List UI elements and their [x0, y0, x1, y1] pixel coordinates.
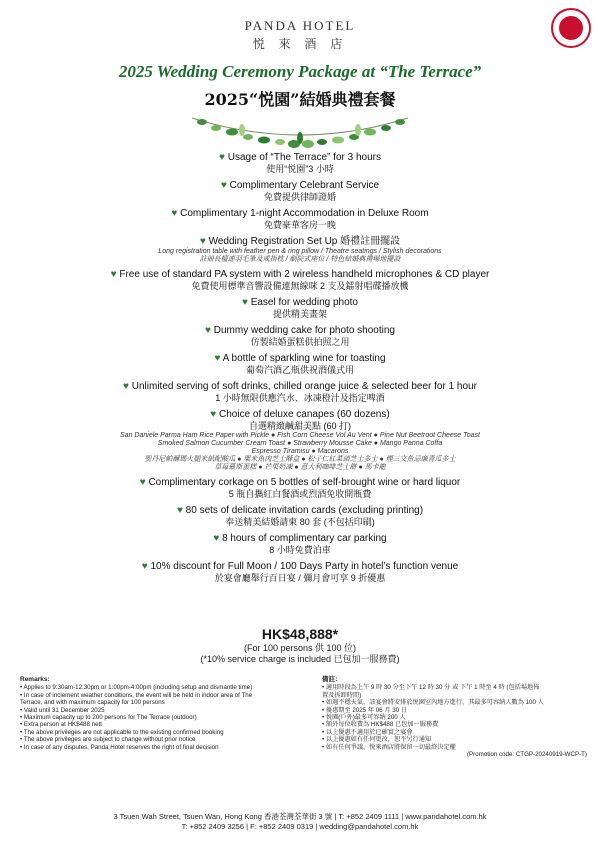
remarks-en [20, 676, 300, 751]
footer-contact-line: T: +852 2409 3256 | F: +852 2409 0319 | wedding@pandahotel.com.hk [181, 822, 419, 831]
heart-bullet-icon: ♥ [139, 477, 146, 488]
remark-line: • Maximum capacity up to 200 persons for The Terrace (outdoor) [20, 714, 197, 722]
price-block [0, 626, 600, 665]
heart-bullet-icon: ♥ [219, 152, 225, 163]
remark-line: • 如遇不穩天氣，該宴會將安排於悦園室內地方進行，其最多可容納人數為 100 人 [322, 699, 544, 707]
remark-line: • Valid until 31 December 2025 [20, 706, 105, 714]
leaf-garland-icon [182, 110, 418, 152]
heart-bullet-icon: ♥ [241, 297, 248, 308]
list-item: ♥ Free use of standard PA system with 2 wireless handheld microphones & CD player 免費使用標準音響設備連無線咪 2 支及鐳射唱碟播放機 [110, 269, 490, 291]
heart-bullet-icon: ♥ [220, 180, 227, 191]
award-badge-icon [551, 8, 591, 48]
price-persons: (For 100 persons 供 100 位) [243, 643, 357, 653]
list-item: ♥ 10% discount for Full Moon / 100 Days Party in hotel’s function venue 於宴會廳舉行百日宴 / 彌月會可享 9 折優惠 [141, 561, 459, 583]
list-item: ♥ Wedding Registration Set Up 婚禮註冊擺設 Long registration table with feather pen & ring pillow / Theatre seatings / Stylish decorations 註冊長檯連羽毛筆及戒指枕 / 劇院式座位 / 特色結婚典禮場地擺設 [158, 236, 442, 263]
remarks-heading: Remarks: [20, 676, 50, 683]
remark-line: • 如有任何爭議，悦來酒店將保留一切最終決定權 [322, 743, 456, 751]
list-item: ♥ 8 hours of complimentary car parking 8 小時免費泊車 [213, 533, 387, 555]
heart-bullet-icon: ♥ [214, 353, 221, 364]
remark-line: • Extra person at HK$488 nett [20, 721, 102, 729]
price-service-charge: (*10% service charge is included 已包加一服務費) [200, 654, 400, 664]
list-item: ♥ Usage of “The Terrace” for 3 hours 使用“悦園”3 小時 [219, 152, 381, 174]
heart-bullet-icon: ♥ [176, 505, 183, 516]
remark-line: 置及拆卸時間) [322, 691, 362, 699]
remark-line: • Applies to 9:30am-12:30pm or 1:00pm-4:00pm (including setup and dismantle time) [20, 684, 253, 692]
list-item: ♥ Complimentary 1-night Accommodation in Deluxe Room 免費豪華客房一晚 [171, 208, 429, 230]
remark-line: • 額外每位收費為 HK$488 已包加一服務費 [322, 721, 439, 729]
heart-bullet-icon: ♥ [210, 409, 217, 420]
remark-line: • In case of inclement weather conditions, the event will be held in indoor area of The [20, 691, 253, 699]
remark-line: • The above privileges are not applicable to the existing confirmed booking [20, 728, 224, 736]
remark-line: • In case of any disputes, Panda Hotel reserves the right of final decision [20, 743, 219, 751]
remarks-zh [322, 676, 587, 758]
list-item: ♥ Easel for wedding photo 提供精美畫架 [241, 297, 358, 319]
heart-bullet-icon: ♥ [213, 533, 220, 544]
remarks-heading-zh: 備註： [322, 676, 342, 683]
promotion-code: (Promotion code: CTGP-20240919-WCP-T) [466, 751, 587, 759]
heart-bullet-icon: ♥ [171, 208, 178, 219]
list-item: ♥ Choice of deluxe canapes (60 dozens) 自選精緻鹹甜美點 (60 打) San Daniele Parma Ham Rice Paper with Pickle ● Fish Corn Cheese Vol Au Vent ● Pine Nut Beetroot Cheese Toast Smoked Salmon Cucumber Cream Toast ● Strawberry Mousse Cake ● Mango Panna Coffa Espresso Tiramisu ● Macarons 聖丹尼帕爾瑪火腿米紙配酸瓜 ● 粟米魚肉芝士酥盒 ● 松子仁紅菜頭芝士多士 ● 煙三文魚忌廉青瓜多士 草莓慕斯蛋糕 ● 芒果奶凍 ● 意大利咖啡芝士餅 ● 馬卡龍 [120, 409, 480, 471]
hotel-name-en: PANDA HOTEL [244, 18, 356, 33]
heart-bullet-icon: ♥ [123, 381, 129, 392]
remark-line: • 以上優惠如有任何更改，恕不另行通知 [322, 736, 432, 744]
list-item: ♥ A bottle of sparkling wine for toasting 葡萄汽酒乙瓶供祝酒儀式用 [214, 353, 386, 375]
heart-bullet-icon: ♥ [199, 236, 206, 247]
list-item: ♥ Unlimited serving of soft drinks, chilled orange juice & selected beer for 1 hour 1 小時無限供應汽水、冰凍橙汁及指定啤酒 [123, 381, 477, 403]
title-en: 2025 Wedding Ceremony Package at “The Terrace” [118, 62, 482, 81]
title-zh: 2025“悦園”結婚典禮套餐 [204, 90, 396, 109]
price-amount: HK$48,888* [261, 626, 339, 642]
remark-line: Terrace, and with maximum capacity for 100 persons [20, 699, 165, 707]
list-item: ♥ Complimentary corkage on 5 bottles of self-brought wine or hard liquor 5 瓶自攜紅白餐酒或烈酒免收開瓶費 [139, 477, 461, 499]
list-item: ♥ Complimentary Celebrant Service 免費提供律師證婚 [220, 180, 380, 202]
hotel-logo [0, 18, 600, 52]
list-item: ♥ 80 sets of delicate invitation cards (excluding printing) 奉送精美結婚請柬 80 套 (不包括印刷) [176, 505, 424, 527]
remark-line: • 適用時段為上午 9 時 30 分至下午 12 時 30 分 或 下午 1 時至 4 時 (包括場地佈 [322, 684, 540, 692]
remark-line: • 悦園(戶外)最多可容納 200 人 [322, 714, 406, 722]
heart-bullet-icon: ♥ [141, 561, 148, 572]
remark-line: • 優惠期至 2025 年 06 月 30 日 [322, 706, 408, 714]
remark-line: • 以上優惠不適用於已確實之宴會 [322, 728, 413, 736]
package-items-list [30, 152, 570, 589]
footer [0, 812, 600, 832]
heart-bullet-icon: ♥ [205, 325, 211, 336]
remark-line: • The above privileges are subject to change without prior notice [20, 736, 196, 744]
list-item: ♥ Dummy wedding cake for photo shooting 仿製結婚蛋糕供拍照之用 [205, 325, 395, 347]
heart-bullet-icon: ♥ [110, 269, 117, 280]
hotel-name-zh: 悦 來 酒 店 [252, 37, 348, 51]
footer-address-line: 3 Tsuen Wah Street, Tsuen Wan, Hong Kong 香港荃灣荃華街 3 號 | T: +852 2409 1111 | www.pandahotel.com.hk [113, 812, 487, 821]
